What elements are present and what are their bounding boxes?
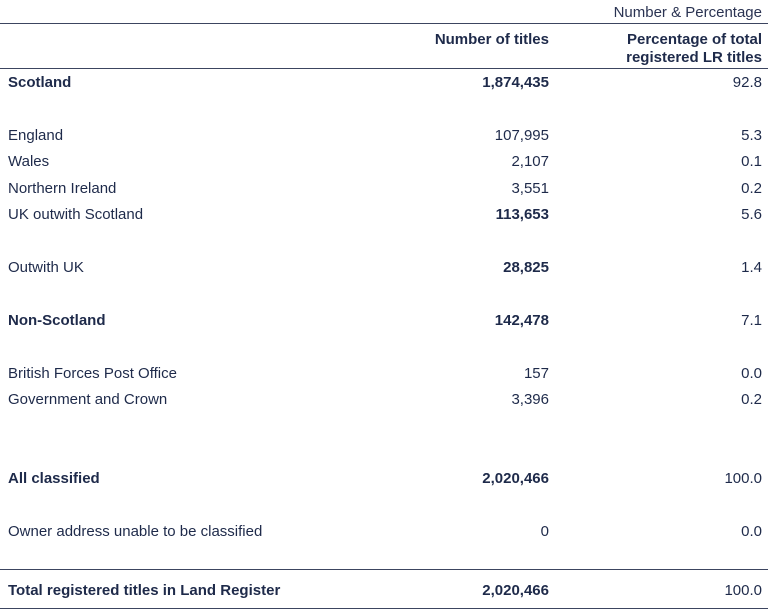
row-percentage: 0.0 [741,365,762,382]
row-label: British Forces Post Office [8,365,177,382]
row-percentage: 5.6 [741,206,762,223]
table-row [0,127,773,149]
row-number: 2,020,466 [482,582,549,599]
row-percentage: 7.1 [741,312,762,329]
row-percentage: 100.0 [724,470,762,487]
row-percentage: 0.1 [741,153,762,170]
row-number: 142,478 [494,312,549,329]
total-top-rule [0,569,768,570]
table-row [0,206,773,228]
row-number: 157 [523,365,549,382]
header-percentage [626,31,762,67]
table-row [0,153,773,175]
table-row-total [0,582,773,604]
row-label: Scotland [8,74,72,91]
header-percentage-line1: Percentage of total [626,31,762,48]
table-row [0,365,773,387]
table-row [0,74,773,96]
table-row [0,259,773,281]
bottom-rule [0,608,768,609]
row-number: 1,874,435 [482,74,549,91]
unit-caption: Number & Percentage [613,4,762,21]
row-label: All classified [8,470,100,487]
row-label: England [8,127,64,144]
header-percentage-line2: registered LR titles [626,49,762,66]
row-number: 3,396 [511,391,549,408]
row-label: Outwith UK [8,259,84,276]
top-rule [0,23,768,24]
row-label: UK outwith Scotland [8,206,144,223]
row-percentage: 100.0 [724,582,762,599]
row-percentage: 1.4 [741,259,762,276]
row-label: Owner address unable to be classified [8,523,263,540]
row-label: Northern Ireland [8,180,117,197]
row-number: 0 [540,523,549,540]
table-row [0,312,773,334]
row-number: 2,107 [511,153,549,170]
header-rule [0,68,768,69]
row-percentage: 92.8 [732,74,762,91]
table-row [0,391,773,413]
table-row [0,470,773,492]
table-row [0,180,773,202]
row-label: Government and Crown [8,391,168,408]
row-number: 3,551 [511,180,549,197]
row-percentage: 0.0 [741,523,762,540]
row-label: Wales [8,153,50,170]
row-percentage: 0.2 [741,180,762,197]
table-row [0,523,773,545]
row-number: 28,825 [503,259,549,276]
row-percentage: 0.2 [741,391,762,408]
row-number: 113,653 [495,206,549,223]
row-number: 2,020,466 [482,470,549,487]
row-percentage: 5.3 [741,127,762,144]
row-label: Total registered titles in Land Register [8,582,281,599]
row-number: 107,995 [494,127,549,144]
row-label: Non-Scotland [8,312,106,329]
header-number-of-titles: Number of titles [434,31,549,48]
